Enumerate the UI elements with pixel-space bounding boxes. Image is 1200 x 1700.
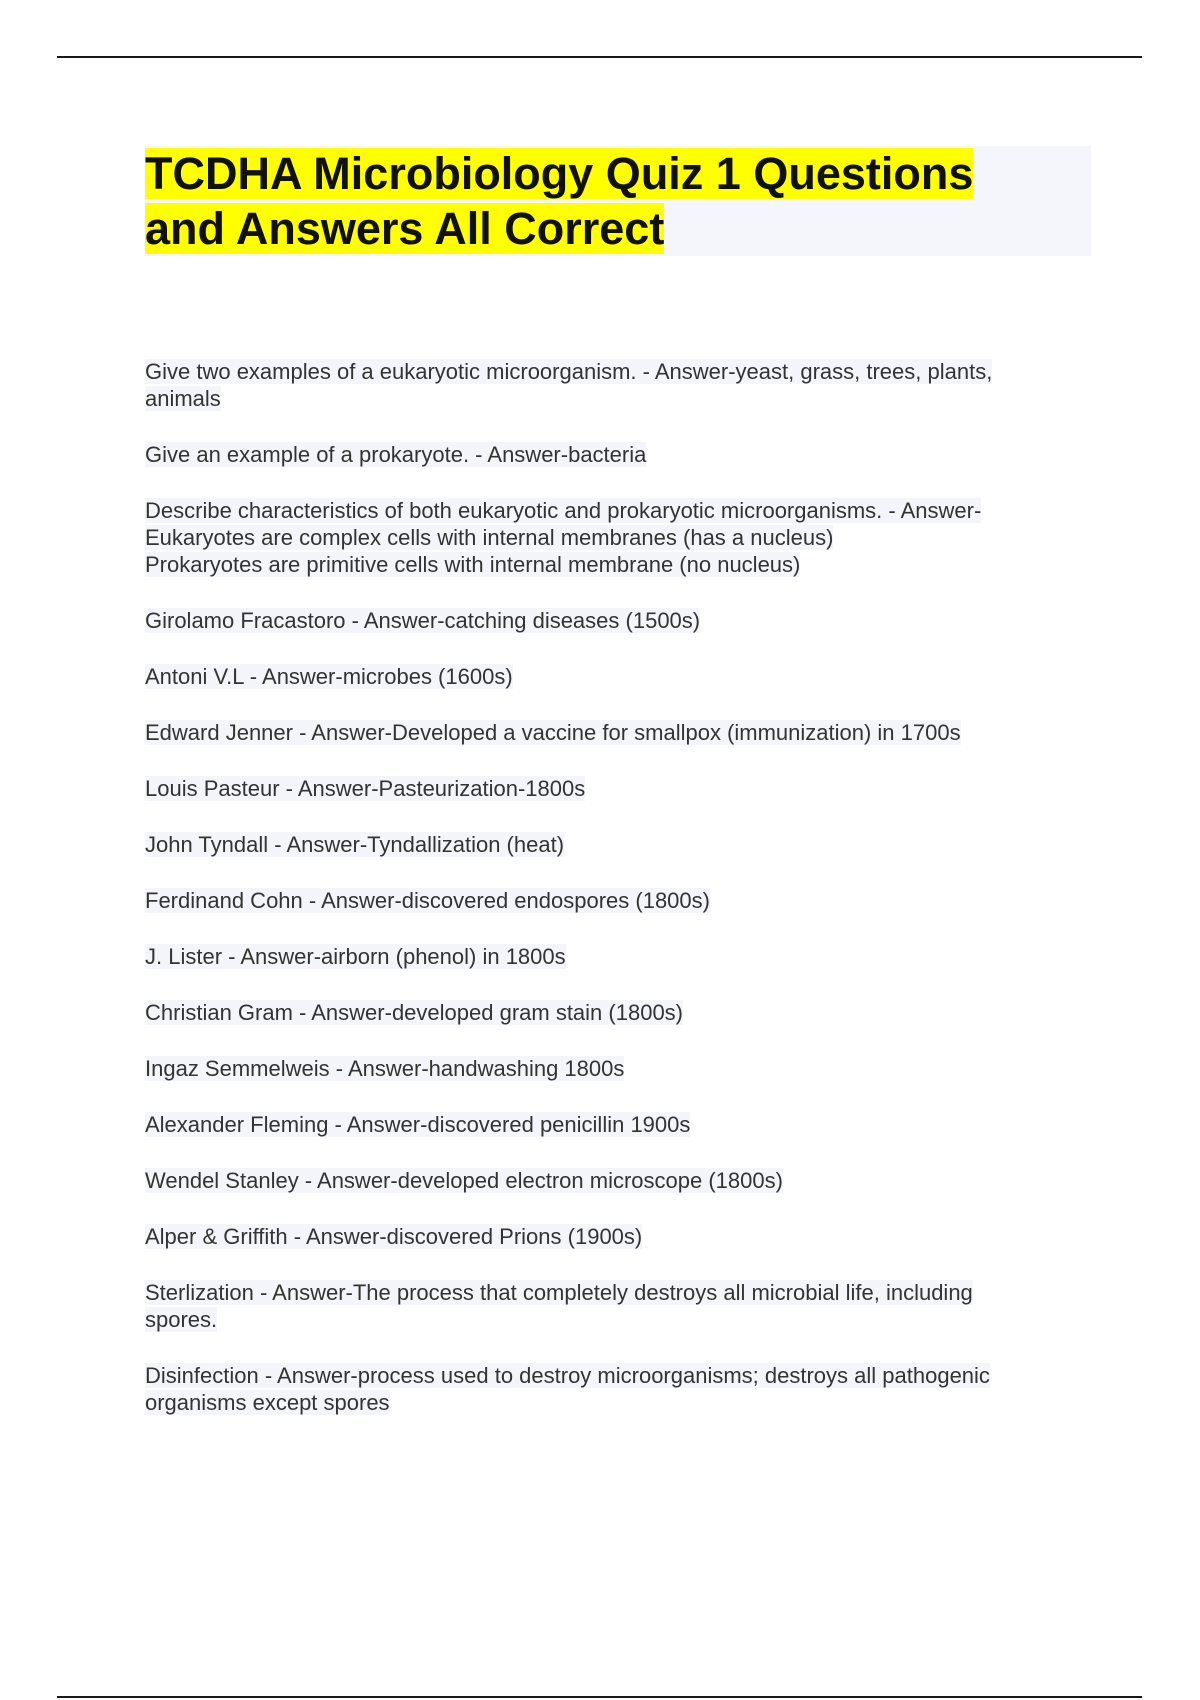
qa-item: Louis Pasteur - Answer-Pasteurization-1800s [145,776,586,801]
title-line-1: TCDHA Microbiology Quiz 1 Questions [145,148,974,199]
qa-list [145,358,1091,1445]
title-line-2: and Answers All Correct [145,203,665,254]
qa-item: Describe characteristics of both eukaryotic and prokaryotic microorganisms. - Answer- Eukaryotes are complex cells with internal membranes (has a nucleus) Prokaryotes are primitive cells with internal membrane (no nucleus) [145,498,982,577]
qa-item: Girolamo Fracastoro - Answer-catching diseases (1500s) [145,608,701,633]
qa-item: Ferdinand Cohn - Answer-discovered endospores (1800s) [145,888,710,913]
qa-item: Alexander Fleming - Answer-discovered penicillin 1900s [145,1112,691,1137]
qa-item: Sterlization - Answer-The process that completely destroys all microbial life, including spores. [145,1280,973,1332]
qa-item: Alper & Griffith - Answer-discovered Prions (1900s) [145,1224,643,1249]
qa-item: J. Lister - Answer-airborn (phenol) in 1800s [145,944,566,969]
qa-item: Give two examples of a eukaryotic microorganism. - Answer-yeast, grass, trees, plants, animals [145,359,993,411]
top-rule [57,56,1142,58]
qa-item: Disinfection - Answer-process used to destroy microorganisms; destroys all pathogenic organisms except spores [145,1363,990,1415]
qa-item: John Tyndall - Answer-Tyndallization (heat) [145,832,565,857]
qa-item: Give an example of a prokaryote. - Answer-bacteria [145,442,647,467]
qa-item: Wendel Stanley - Answer-developed electron microscope (1800s) [145,1168,783,1193]
qa-item: Edward Jenner - Answer-Developed a vaccine for smallpox (immunization) in 1700s [145,720,961,745]
bottom-rule [57,1696,1142,1698]
qa-item: Christian Gram - Answer-developed gram stain (1800s) [145,1000,684,1025]
page-title [145,146,1091,256]
qa-item: Ingaz Semmelweis - Answer-handwashing 1800s [145,1056,625,1081]
qa-item: Antoni V.L - Answer-microbes (1600s) [145,664,513,689]
title-block [145,146,1091,256]
